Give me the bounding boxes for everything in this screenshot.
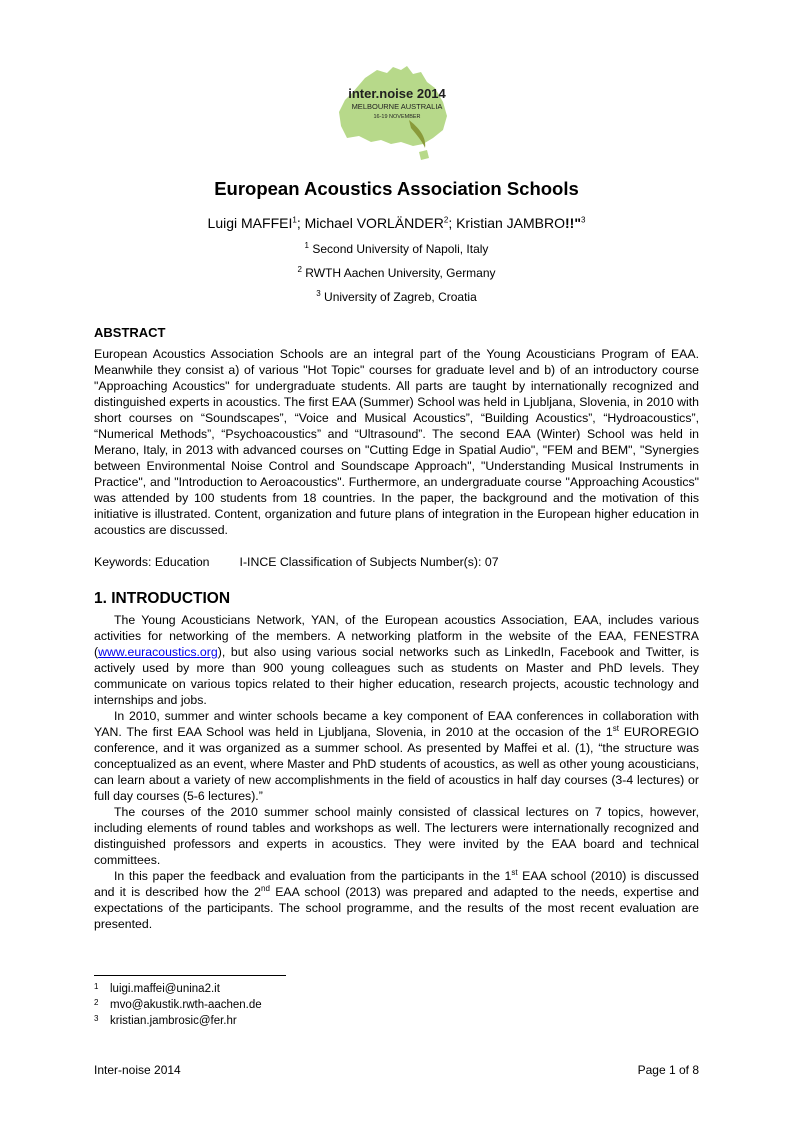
intro-p4-sup2: nd bbox=[261, 883, 270, 893]
tasmania-shape bbox=[419, 150, 429, 160]
author-1: Luigi MAFFEI bbox=[207, 215, 293, 231]
intro-p1-before: The Young Acousticians Network, YAN, of the European acoustics Association, EAA, includes various activities for networking of the members. A networking platform in the website of the EAA, FENESTRA ( bbox=[94, 613, 699, 659]
author-3: ; Kristian JAMBRO bbox=[448, 215, 566, 231]
footnote-3-text: kristian.jambrosic@fer.hr bbox=[110, 1015, 237, 1027]
author-2-sup: 2 bbox=[443, 215, 449, 225]
conference-logo bbox=[335, 64, 459, 164]
logo-line1: inter.noise 2014 bbox=[348, 86, 446, 101]
affiliation-1 bbox=[0, 242, 793, 256]
affiliation-2-text: RWTH Aachen University, Germany bbox=[305, 266, 496, 280]
footnote-divider bbox=[94, 975, 286, 976]
intro-paragraph-2 bbox=[94, 708, 699, 804]
footnote-2-num: 2 bbox=[94, 998, 99, 1007]
affiliation-1-sup: 1 bbox=[304, 241, 309, 250]
abstract-heading: ABSTRACT bbox=[94, 325, 166, 340]
intro-paragraph-3: The courses of the 2010 summer school mainly consisted of classical lectures on 7 topics, however, including elements of round tables and workshops as well. The lecturers were internationally recognized and distinguished professors and experts in acoustics. They were invited by the EAA board and technical committees. bbox=[94, 805, 699, 867]
intro-p2-b: EUROREGIO conference, and it was organized as a summer school. As presented by Maffei et al. (1), “the structure was conceptualized as an event, where Master and PhD students of acoustics, as well as other young acousticians, can learn about a variety of new accomplishments in the field of acoustics in half day courses (3-4 lectures) or full day courses (5-6 lectures).” bbox=[94, 725, 699, 803]
footer-page-number: Page 1 of 8 bbox=[637, 1063, 699, 1077]
keywords-line bbox=[94, 555, 499, 569]
footnote-1-text: luigi.maffei@unina2.it bbox=[110, 983, 220, 995]
australia-map-logo bbox=[335, 64, 459, 164]
keywords-classification: I-INCE Classification of Subjects Number(s): 07 bbox=[239, 555, 499, 569]
keywords-label: Keywords: Education bbox=[94, 555, 210, 569]
intro-p2-sup: st bbox=[612, 723, 619, 733]
affiliation-3-text: University of Zagreb, Croatia bbox=[324, 290, 477, 304]
intro-p4-c: EAA school (2013) was prepared and adapted to the needs, expertise and expectations of the participants. The school programme, and the results of the most recent evaluation are presented. bbox=[94, 885, 699, 931]
footnote-3 bbox=[94, 1013, 237, 1029]
logo-line2: MELBOURNE AUSTRALIA bbox=[351, 102, 443, 111]
intro-p1-after: ), but also using various social networks such as LinkedIn, Facebook and Twitter, is actively used by more than 900 young colleagues such as students on Master and PhD levels. They communicate on various topics related to their higher education, research projects, acoustic technology and internships and jobs. bbox=[94, 645, 699, 707]
affiliation-2 bbox=[0, 266, 793, 280]
affiliation-3-sup: 3 bbox=[316, 289, 321, 298]
author-list bbox=[0, 215, 793, 231]
footnote-2 bbox=[94, 997, 262, 1013]
footer-left: Inter-noise 2014 bbox=[94, 1063, 181, 1077]
footnote-2-text: mvo@akustik.rwth-aachen.de bbox=[110, 999, 262, 1011]
intro-p4-sup1: st bbox=[511, 867, 518, 877]
euracoustics-link[interactable]: www.euracoustics.org bbox=[98, 645, 218, 659]
intro-p2-a: In 2010, summer and winter schools became a key component of EAA conferences in collaboration with YAN. The first EAA School was held in Ljubljana, Slovenia, in 2010 at the occasion of the 1 bbox=[94, 709, 699, 739]
intro-p4-b: EAA school (2010) is discussed and it is described how the 2 bbox=[94, 869, 699, 899]
paper-title: European Acoustics Association Schools bbox=[214, 178, 579, 199]
author-3-glyph: !!" bbox=[565, 215, 581, 231]
intro-heading: 1. INTRODUCTION bbox=[94, 590, 231, 607]
logo-line3: 16-19 NOVEMBER bbox=[373, 114, 421, 120]
footnote-1-num: 1 bbox=[94, 982, 99, 991]
affiliation-3 bbox=[0, 290, 793, 304]
author-1-sup: 1 bbox=[292, 215, 297, 225]
author-2: ; Michael VORLÄNDER bbox=[296, 215, 444, 231]
footnote-1 bbox=[94, 981, 220, 997]
abstract-text: European Acoustics Association Schools are an integral part of the Young Acousticians Program of EAA. Meanwhile they consist a) of various "Hot Topic" courses for graduate level and b) of an introductory course "Approaching Acoustics" for undergraduate students. All parts are taught by internationally recognized and distinguished experts in acoustics. The first EAA (Summer) School was held in Ljubljana, Slovenia, in 2010 with short courses on “Soundscapes”, “Voice and Musical Acoustics”, “Building Acoustics”, “Hydroacoustics”, “Numerical Methods”, “Psychoacoustics” and “Ultrasound”. The second EAA (Winter) School was held in Merano, Italy, in 2013 with advanced courses on "Cutting Edge in Spatial Audio", "FEM and BEM", "Synergies between Environmental Noise Control and Soundscape Approach", "Understanding Musical Instruments in Practice", and "Introduction to Aeroacoustics". Furthermore, an undergraduate course "Approaching Acoustics" was attended by 100 students from 18 countries. In the paper, the background and the motivation of this initiative is illustrated. Content, organization and future plans of integration in the European higher education in acoustics are discussed. bbox=[94, 347, 699, 537]
intro-paragraph-1 bbox=[94, 612, 699, 708]
footnote-3-num: 3 bbox=[94, 1014, 99, 1023]
author-3-sup: 3 bbox=[580, 215, 586, 225]
intro-paragraph-4 bbox=[94, 868, 699, 932]
affiliation-1-text: Second University of Napoli, Italy bbox=[312, 242, 489, 256]
intro-p4-a: In this paper the feedback and evaluation from the participants in the 1 bbox=[114, 869, 512, 883]
affiliation-2-sup: 2 bbox=[297, 265, 302, 274]
